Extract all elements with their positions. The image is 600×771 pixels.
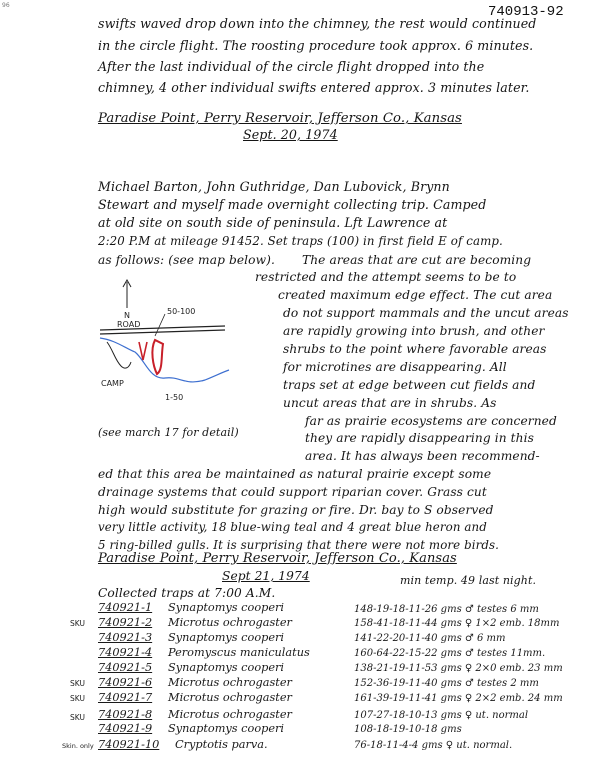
- sku-mark: SKU: [70, 713, 85, 722]
- specimen-measurements: 160-64-22-15-22 gms ♂ testes 11mm.: [354, 648, 546, 659]
- north-label: N: [124, 311, 130, 320]
- entry1-right-line: The areas that are cut are becoming: [302, 253, 532, 267]
- min-temp-note: min temp. 49 last night.: [400, 574, 537, 587]
- entry1-right-line: shrubs to the point where favorable areas: [283, 342, 547, 356]
- entry1-cont-line: ed that this area be maintained as natural prairie except some: [98, 467, 492, 481]
- entry1-right-line: for microtines are disappearing. All: [283, 360, 507, 374]
- entry1-line: as follows: (see map below).: [98, 253, 275, 267]
- road-line: [100, 320, 225, 334]
- specimen-species: Synaptomys cooperi: [168, 601, 285, 614]
- entry1-cont-line: 5 ring-billed gulls. It is surprising that there were not more birds.: [98, 538, 499, 552]
- entry1-line: Stewart and myself made overnight collecting trip. Camped: [98, 197, 487, 212]
- specimen-measurements: 158-41-18-11-44 gms ♀ 1×2 emb. 18mm: [354, 618, 560, 629]
- entry1-right-line: area. It has always been recommend-: [305, 449, 540, 463]
- specimen-species: Peromyscus maniculatus: [168, 646, 310, 659]
- specimen-measurements: 76-18-11-4-4 gms ♀ ut. normal.: [354, 740, 513, 751]
- specimen-species: Microtus ochrogaster: [168, 691, 292, 704]
- specimen-species: Synaptomys cooperi: [168, 722, 285, 735]
- specimen-id: 740921-2: [98, 616, 153, 629]
- specimen-measurements: 161-39-19-11-41 gms ♀ 2×2 emb. 24 mm: [354, 693, 563, 704]
- entry1-right-line: far as prairie ecosystems are concerned: [305, 414, 557, 428]
- trap-label-50-100: 50-100: [167, 307, 196, 316]
- entry1-line: Michael Barton, John Guthridge, Dan Lubovick, Brynn: [98, 179, 450, 194]
- entry1-right-line: traps set at edge between cut fields and: [283, 378, 536, 392]
- specimen-measurements: 138-21-19-11-53 gms ♀ 2×0 emb. 23 mm: [354, 663, 563, 674]
- entry1-right-line: restricted and the attempt seems to be to: [255, 270, 517, 284]
- sku-mark: SKU: [70, 619, 85, 628]
- entry1-heading: Paradise Point, Perry Reservoir, Jefferson Co., Kansas: [98, 111, 462, 126]
- sku-mark: Skin. only: [62, 742, 94, 750]
- specimen-id: 740921-6: [98, 676, 153, 689]
- specimen-species: Synaptomys cooperi: [168, 661, 285, 674]
- specimen-measurements: 152-36-19-11-40 gms ♂ testes 2 mm: [354, 678, 539, 689]
- specimen-measurements: 148-19-18-11-26 gms ♂ testes 6 mm: [354, 604, 539, 615]
- specimen-id: 740921-1: [98, 601, 153, 614]
- entry1-right-line: created maximum edge effect. The cut area: [278, 288, 553, 302]
- entry1-line: at old site on south side of peninsula. Lft Lawrence at: [98, 215, 448, 230]
- specimen-id: 740921-3: [98, 631, 153, 644]
- entry1-date: Sept. 20, 1974: [243, 127, 338, 142]
- trap-area-1-50: [152, 340, 163, 374]
- shoreline: [100, 338, 229, 382]
- specimen-measurements: 141-22-20-11-40 gms ♂ 6 mm: [354, 633, 506, 644]
- corner-mark: 96: [2, 2, 10, 9]
- specimen-id: 740921-9: [98, 722, 153, 735]
- trap-label-1-50: 1-50: [165, 393, 184, 402]
- intro-line: chimney, 4 other individual swifts entered approx. 3 minutes later.: [98, 80, 530, 95]
- north-arrow-icon: [123, 280, 131, 320]
- collected-note: Collected traps at 7:00 A.M.: [98, 586, 276, 600]
- specimen-id: 740921-7: [98, 691, 153, 704]
- entry1-right-line: are rapidly growing into brush, and other: [283, 324, 545, 338]
- specimen-id: 740921-5: [98, 661, 153, 674]
- specimen-species: Cryptotis parva.: [175, 738, 268, 751]
- camp-label: CAMP: [101, 379, 124, 388]
- specimen-id: 740921-4: [98, 646, 153, 659]
- entry1-cont-line: drainage systems that could support riparian cover. Grass cut: [98, 485, 487, 499]
- intro-line: in the circle flight. The roosting procedure took approx. 6 minutes.: [98, 38, 534, 53]
- specimen-species: Microtus ochrogaster: [168, 676, 292, 689]
- see-march-note: (see march 17 for detail): [98, 426, 239, 439]
- document-number: 740913-92: [488, 4, 564, 20]
- sku-mark: SKU: [70, 694, 85, 703]
- entry1-cont-line: very little activity, 18 blue-wing teal and 4 great blue heron and: [98, 520, 487, 534]
- entry1-cont-line: high would substitute for grazing or fire. Dr. bay to S observed: [98, 503, 494, 517]
- specimen-measurements: 107-27-18-10-13 gms ♀ ut. normal: [354, 710, 529, 721]
- specimen-id: 740921-10: [98, 738, 160, 751]
- entry1-line: 2:20 P.M at mileage 91452. Set traps (100) in first field E of camp.: [98, 234, 503, 248]
- road-label: ROAD: [117, 320, 141, 329]
- field-boundary: [107, 342, 131, 368]
- specimen-measurements: 108-18-19-10-18 gms: [354, 724, 462, 735]
- specimen-species: Microtus ochrogaster: [168, 616, 292, 629]
- entry1-right-line: do not support mammals and the uncut areas: [283, 306, 569, 320]
- intro-line: swifts waved drop down into the chimney, the rest would continued: [98, 16, 537, 31]
- specimen-id: 740921-8: [98, 708, 153, 721]
- sku-mark: SKU: [70, 679, 85, 688]
- entry1-right-line: they are rapidly disappearing in this: [305, 431, 534, 445]
- specimen-species: Synaptomys cooperi: [168, 631, 285, 644]
- entry2-date: Sept 21, 1974: [222, 569, 310, 583]
- entry1-right-line: uncut areas that are in shrubs. As: [283, 396, 497, 410]
- entry2-heading: Paradise Point, Perry Reservoir, Jefferson Co., Kansas: [98, 551, 457, 566]
- trap-map-sketch: [95, 270, 235, 420]
- specimen-species: Microtus ochrogaster: [168, 708, 292, 721]
- intro-line: After the last individual of the circle flight dropped into the: [98, 59, 485, 74]
